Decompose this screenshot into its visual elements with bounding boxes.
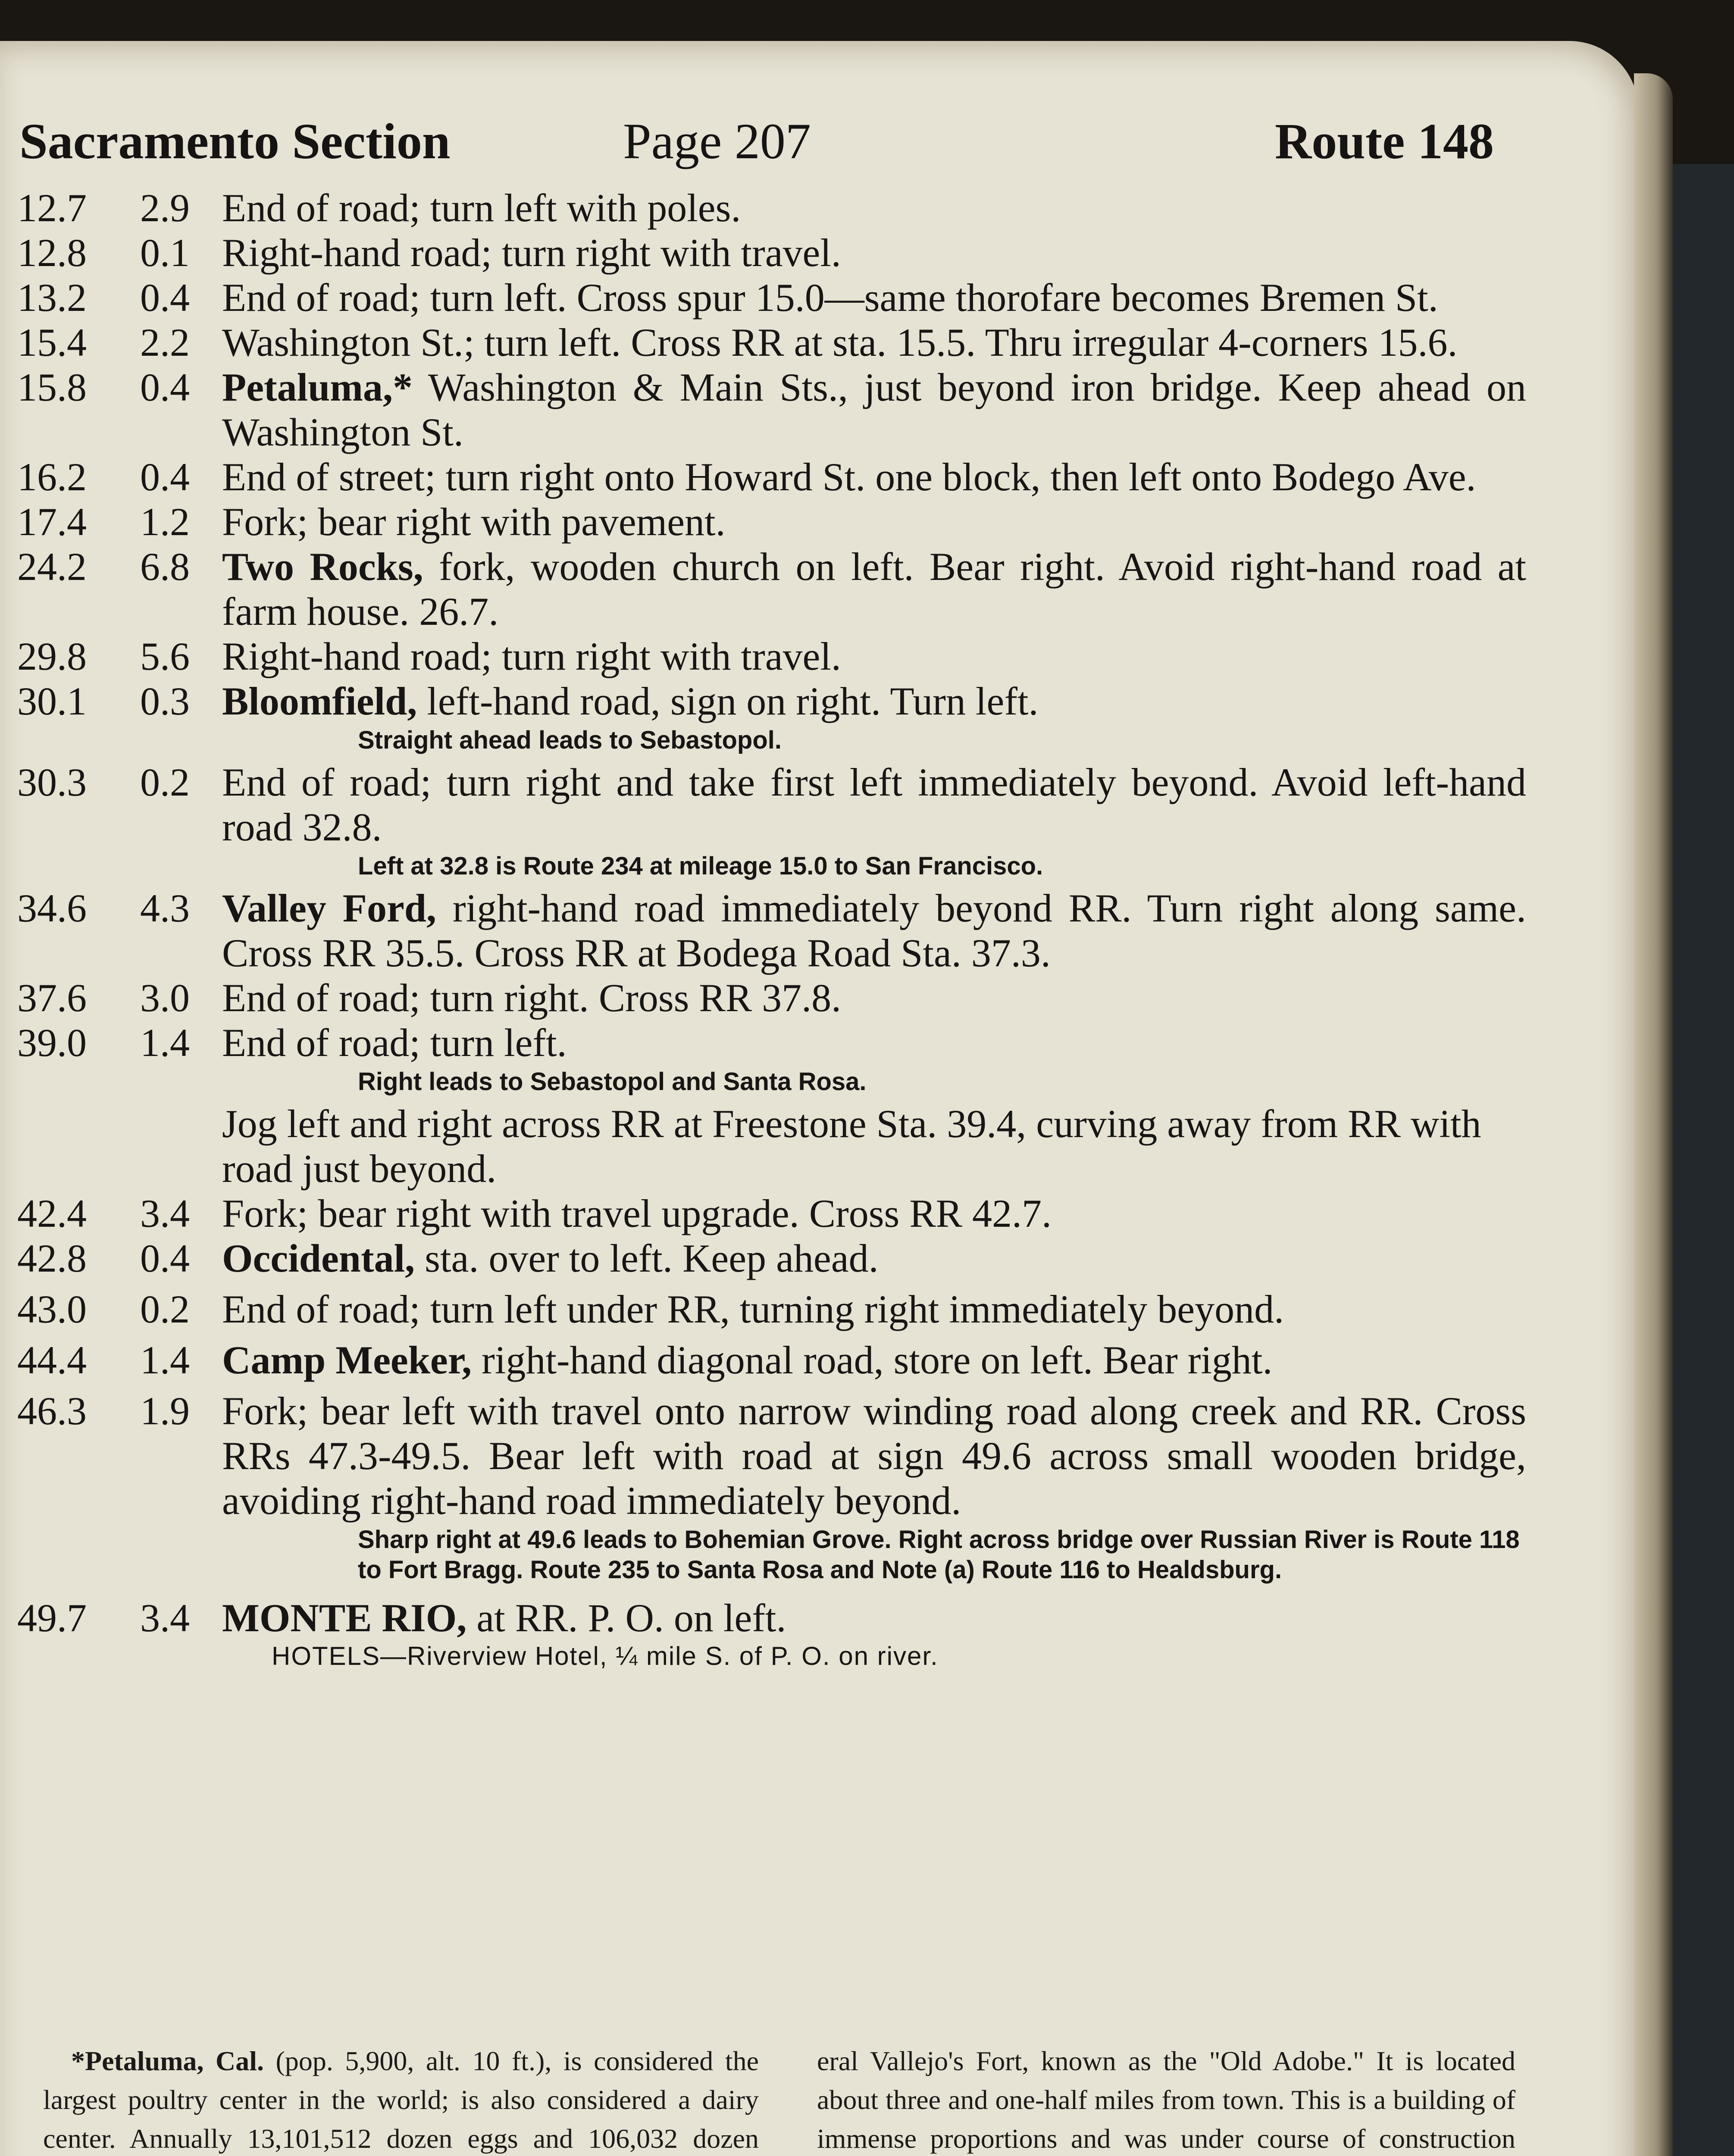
footnote-heading: *Petaluma, Cal. <box>71 2046 264 2076</box>
total-mileage: 12.8 <box>17 231 87 275</box>
between-mileage: 1.4 <box>140 1338 190 1382</box>
route-entry <box>17 230 1526 275</box>
route-entry <box>17 275 1526 320</box>
total-mileage: 15.4 <box>17 320 87 364</box>
direction: End of street; turn right onto Howard St. one block, then left onto Bodego Ave. <box>222 455 1476 499</box>
entry-gap <box>17 1281 1526 1287</box>
between-mileage: 0.2 <box>140 1287 190 1331</box>
route-entry <box>17 499 1526 544</box>
route-entries <box>17 185 1526 1678</box>
direction: Fork; bear left with travel onto narrow winding road along creek and RR. Cross RRs 47.3-49.5. Bear left with road at sign 49.6 across small wooden bridge, avoiding right-hand road immediately beyond. <box>222 1389 1526 1523</box>
direction: right-hand diagonal road, store on left. Bear right. <box>472 1338 1273 1382</box>
total-mileage: 42.8 <box>17 1236 87 1280</box>
route-note: Left at 32.8 is Route 234 at mileage 15.0 to San Francisco. <box>358 852 1043 880</box>
total-mileage: 24.2 <box>17 545 87 589</box>
route-entry <box>17 454 1526 499</box>
place-name: MONTE RIO, <box>222 1596 467 1640</box>
direction: fork, wooden church on left. Bear right. Avoid right-hand road at farm house. 26.7. <box>222 545 1527 633</box>
place-name: Petaluma,* <box>222 365 413 409</box>
between-mileage: 1.9 <box>140 1389 190 1433</box>
direction-text <box>222 1191 1526 1236</box>
total-mileage: 16.2 <box>17 455 87 499</box>
between-mileage: 0.3 <box>140 679 190 723</box>
route-entry <box>17 975 1526 1020</box>
route-entry <box>17 544 1526 634</box>
direction-text <box>222 975 1526 1020</box>
total-mileage: 39.0 <box>17 1021 87 1065</box>
direction: Fork; bear right with pavement. <box>222 500 726 544</box>
total-mileage: 30.3 <box>17 760 87 804</box>
total-mileage: 12.7 <box>17 186 87 230</box>
between-mileage: 2.2 <box>140 320 190 364</box>
route-entry <box>17 886 1526 975</box>
direction: left-hand road, sign on right. Turn left. <box>417 679 1039 723</box>
footnote-right-column <box>817 2042 1515 2156</box>
between-mileage: 6.8 <box>140 545 190 589</box>
hotels-note: HOTELS—Riverview Hotel, ¼ mile S. of P. O. on river. <box>272 1642 939 1670</box>
entry-gap <box>17 1589 1526 1595</box>
direction-text <box>222 454 1526 499</box>
route-entry <box>17 320 1526 365</box>
route-entry <box>17 1287 1526 1332</box>
between-mileage: 0.4 <box>140 365 190 409</box>
page-edge <box>1634 73 1673 2156</box>
direction: End of road; turn left under RR, turning right immediately beyond. <box>222 1287 1284 1331</box>
route-entry <box>17 1236 1526 1281</box>
footnote-text: eral Vallejo's Fort, known as the "Old Adobe." It is located about three and one-half miles from town. This is a building of immense proportions and was under course of construction <box>817 2046 1515 2154</box>
direction: End of road; turn right and take first left immediately beyond. Avoid left-hand road 32.8. <box>222 760 1526 849</box>
route-entry <box>17 185 1526 230</box>
direction-text <box>222 1595 1526 1640</box>
direction: sta. over to left. Keep ahead. <box>415 1236 879 1280</box>
total-mileage: 37.6 <box>17 976 87 1020</box>
direction: End of road; turn right. Cross RR 37.8. <box>222 976 842 1020</box>
route-number: Route 148 <box>1274 113 1494 169</box>
between-mileage: 3.4 <box>140 1191 190 1235</box>
direction-text <box>222 499 1526 544</box>
total-mileage: 42.4 <box>17 1191 87 1235</box>
entry-gap <box>17 1332 1526 1338</box>
direction-text <box>222 1236 1526 1281</box>
direction-text <box>222 275 1526 320</box>
route-entry <box>17 1595 1526 1640</box>
direction-text <box>222 185 1526 230</box>
place-name: Camp Meeker, <box>222 1338 472 1382</box>
direction-continued: Jog left and right across RR at Freestone Sta. 39.4, curving away from RR with road just beyond. <box>222 1102 1481 1191</box>
total-mileage: 17.4 <box>17 500 87 544</box>
direction-text <box>222 760 1526 849</box>
total-mileage: 49.7 <box>17 1596 87 1640</box>
between-mileage: 0.4 <box>140 1236 190 1280</box>
page-number: Page 207 <box>623 113 811 169</box>
between-mileage: 5.6 <box>140 634 190 678</box>
direction: Washington St.; turn left. Cross RR at sta. 15.5. Thru irregular 4-corners 15.6. <box>222 320 1458 364</box>
direction-text <box>222 544 1526 634</box>
total-mileage: 15.8 <box>17 365 87 409</box>
direction: right-hand road immediately beyond RR. Turn right along same. Cross RR 35.5. Cross RR at Bodega Road Sta. 37.3. <box>222 886 1526 975</box>
direction-text <box>222 320 1526 365</box>
total-mileage: 30.1 <box>17 679 87 723</box>
between-mileage: 2.9 <box>140 186 190 230</box>
direction-text <box>222 1388 1526 1523</box>
direction: Fork; bear right with travel upgrade. Cross RR 42.7. <box>222 1191 1052 1235</box>
route-entry <box>17 1020 1526 1065</box>
between-mileage: 0.4 <box>140 276 190 320</box>
route-note: Straight ahead leads to Sebastopol. <box>358 726 782 754</box>
direction: End of road; turn left. Cross spur 15.0—same thorofare becomes Bremen St. <box>222 276 1438 320</box>
place-name: Bloomfield, <box>222 679 417 723</box>
direction-text <box>222 679 1526 724</box>
footnotes <box>43 2042 1515 2156</box>
route-entry <box>17 1191 1526 1236</box>
direction-text <box>222 1338 1526 1382</box>
between-mileage: 3.0 <box>140 976 190 1020</box>
place-name: Occidental, <box>222 1236 415 1280</box>
between-mileage: 1.2 <box>140 500 190 544</box>
total-mileage: 43.0 <box>17 1287 87 1331</box>
route-entry <box>17 760 1526 849</box>
route-entry <box>17 365 1526 454</box>
between-mileage: 0.2 <box>140 760 190 804</box>
direction: Right-hand road; turn right with travel. <box>222 634 841 678</box>
route-entry <box>17 679 1526 724</box>
direction: Right-hand road; turn right with travel. <box>222 231 841 275</box>
section-title: Sacramento Section <box>19 113 451 169</box>
place-name: Valley Ford, <box>222 886 437 930</box>
place-name: Two Rocks, <box>222 545 423 589</box>
direction-text <box>222 634 1526 679</box>
book-cover-edge <box>1673 164 1734 2156</box>
total-mileage: 46.3 <box>17 1389 87 1433</box>
route-entry <box>17 1388 1526 1523</box>
direction-text <box>222 365 1526 454</box>
total-mileage: 44.4 <box>17 1338 87 1382</box>
entry-gap <box>17 1672 1526 1678</box>
between-mileage: 0.1 <box>140 231 190 275</box>
direction-text <box>222 1020 1526 1065</box>
route-entry <box>17 634 1526 679</box>
between-mileage: 1.4 <box>140 1021 190 1065</box>
direction: Washington & Main Sts., just beyond iron bridge. Keep ahead on Washington St. <box>222 365 1526 454</box>
direction: at RR. P. O. on left. <box>466 1596 786 1640</box>
between-mileage: 3.4 <box>140 1596 190 1640</box>
route-entry <box>17 1338 1526 1382</box>
footnote-left-column <box>43 2042 759 2156</box>
total-mileage: 29.8 <box>17 634 87 678</box>
page-header <box>19 112 1494 181</box>
direction-text <box>222 230 1526 275</box>
direction: End of road; turn left with poles. <box>222 186 741 230</box>
route-note: Right leads to Sebastopol and Santa Rosa. <box>358 1068 867 1096</box>
direction-text <box>222 886 1526 975</box>
between-mileage: 4.3 <box>140 886 190 930</box>
entry-gap <box>17 1382 1526 1388</box>
direction: End of road; turn left. <box>222 1021 567 1065</box>
total-mileage: 34.6 <box>17 886 87 930</box>
total-mileage: 13.2 <box>17 276 87 320</box>
route-note: Sharp right at 49.6 leads to Bohemian Grove. Right across bridge over Russian River is Route 118 to Fort Bragg. Route 235 to Santa Rosa and Note (a) Route 116 to Healdsburg. <box>358 1526 1520 1584</box>
between-mileage: 0.4 <box>140 455 190 499</box>
footnote-text: (pop. 5,900, alt. 10 ft.), is considered the largest poultry center in the world; is also considered a dairy center. Annually 13,101,512 dozen eggs and 106,032 dozen <box>43 2046 759 2154</box>
direction-text <box>222 1287 1526 1332</box>
